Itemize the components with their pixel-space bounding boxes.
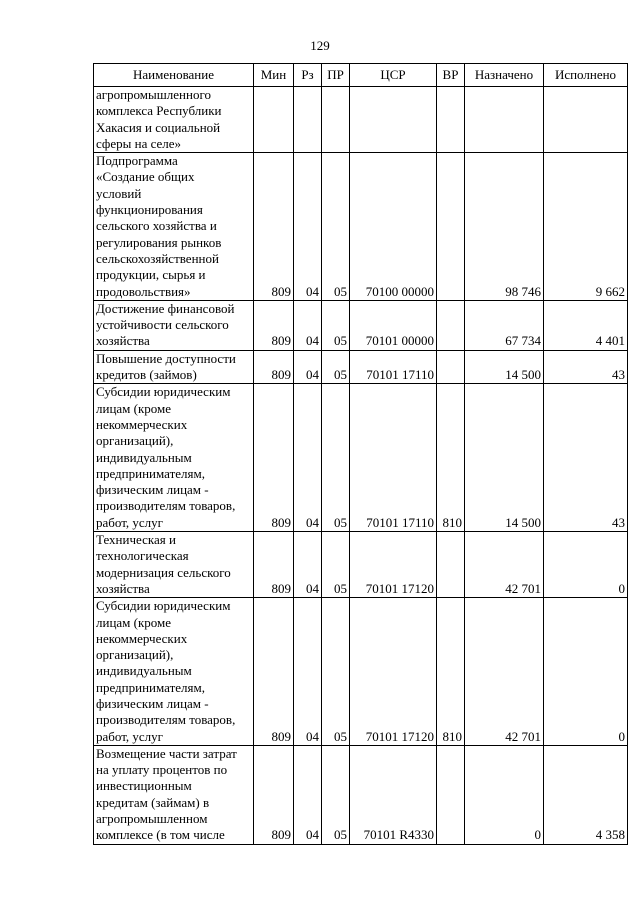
cell-assigned: 98 746 [465, 153, 544, 301]
cell-min: 809 [254, 153, 294, 301]
cell-vr [437, 350, 465, 384]
table-row [94, 598, 628, 746]
cell-executed: 43 [544, 350, 628, 384]
cell-assigned: 67 734 [465, 300, 544, 350]
table-row [94, 384, 628, 532]
cell-rz: 04 [294, 384, 322, 532]
cell-csr: 70101 17110 [350, 350, 437, 384]
header-assigned: Назначено [465, 64, 544, 87]
cell-rz: 04 [294, 153, 322, 301]
table-row [94, 87, 628, 153]
cell-min: 809 [254, 300, 294, 350]
cell-rz [294, 87, 322, 153]
cell-csr: 70100 00000 [350, 153, 437, 301]
table-row [94, 300, 628, 350]
cell-executed: 0 [544, 598, 628, 746]
table-row [94, 532, 628, 598]
cell-vr: 810 [437, 384, 465, 532]
cell-vr [437, 300, 465, 350]
cell-assigned: 0 [465, 745, 544, 844]
cell-csr: 70101 00000 [350, 300, 437, 350]
header-csr: ЦСР [350, 64, 437, 87]
cell-vr [437, 153, 465, 301]
page-number: 129 [310, 38, 330, 53]
cell-name: Техническая и технологическая модернизация сельского хозяйства [94, 532, 254, 598]
cell-csr: 70101 R4330 [350, 745, 437, 844]
cell-executed: 9 662 [544, 153, 628, 301]
cell-min [254, 87, 294, 153]
cell-pr: 05 [322, 598, 350, 746]
cell-csr [350, 87, 437, 153]
cell-pr: 05 [322, 350, 350, 384]
cell-executed: 43 [544, 384, 628, 532]
cell-rz: 04 [294, 532, 322, 598]
cell-executed: 4 401 [544, 300, 628, 350]
cell-executed: 4 358 [544, 745, 628, 844]
cell-vr [437, 745, 465, 844]
table-row [94, 153, 628, 301]
cell-pr: 05 [322, 745, 350, 844]
cell-name: Субсидии юридическим лицам (кроме некоммерческих организаций), индивидуальным предпринимателям, физическим лицам - производителям товаров, работ, услуг [94, 384, 254, 532]
cell-assigned: 42 701 [465, 598, 544, 746]
cell-pr: 05 [322, 153, 350, 301]
header-rz: Рз [294, 64, 322, 87]
cell-csr: 70101 17110 [350, 384, 437, 532]
cell-rz: 04 [294, 598, 322, 746]
cell-pr: 05 [322, 532, 350, 598]
cell-name: Достижение финансовой устойчивости сельского хозяйства [94, 300, 254, 350]
cell-vr: 810 [437, 598, 465, 746]
cell-executed [544, 87, 628, 153]
cell-assigned: 14 500 [465, 384, 544, 532]
cell-name: Субсидии юридическим лицам (кроме некоммерческих организаций), индивидуальным предпринимателям, физическим лицам - производителям товаров, работ, услуг [94, 598, 254, 746]
cell-name: Возмещение части затрат на уплату процентов по инвестиционным кредитам (займам) в агропромышленном комплексе (в том числе [94, 745, 254, 844]
header-row [94, 64, 628, 87]
cell-rz: 04 [294, 745, 322, 844]
table-row [94, 745, 628, 844]
cell-rz: 04 [294, 350, 322, 384]
header-executed: Исполнено [544, 64, 628, 87]
cell-pr: 05 [322, 300, 350, 350]
header-vr: ВР [437, 64, 465, 87]
cell-rz: 04 [294, 300, 322, 350]
cell-csr: 70101 17120 [350, 598, 437, 746]
cell-vr [437, 87, 465, 153]
cell-assigned: 14 500 [465, 350, 544, 384]
cell-name: Подпрограмма «Создание общих условий функционирования сельского хозяйства и регулирования рынков сельскохозяйственной продукции, сырья и продовольствия» [94, 153, 254, 301]
cell-min: 809 [254, 350, 294, 384]
header-pr: ПР [322, 64, 350, 87]
cell-min: 809 [254, 598, 294, 746]
cell-min: 809 [254, 745, 294, 844]
cell-pr [322, 87, 350, 153]
cell-csr: 70101 17120 [350, 532, 437, 598]
cell-vr [437, 532, 465, 598]
budget-table [93, 63, 628, 845]
cell-name: агропромышленного комплекса Республики Хакасия и социальной сферы на селе» [94, 87, 254, 153]
cell-executed: 0 [544, 532, 628, 598]
cell-min: 809 [254, 532, 294, 598]
cell-assigned [465, 87, 544, 153]
cell-min: 809 [254, 384, 294, 532]
cell-name: Повышение доступности кредитов (займов) [94, 350, 254, 384]
header-min: Мин [254, 64, 294, 87]
cell-pr: 05 [322, 384, 350, 532]
table-row [94, 350, 628, 384]
cell-assigned: 42 701 [465, 532, 544, 598]
header-name: Наименование [94, 64, 254, 87]
